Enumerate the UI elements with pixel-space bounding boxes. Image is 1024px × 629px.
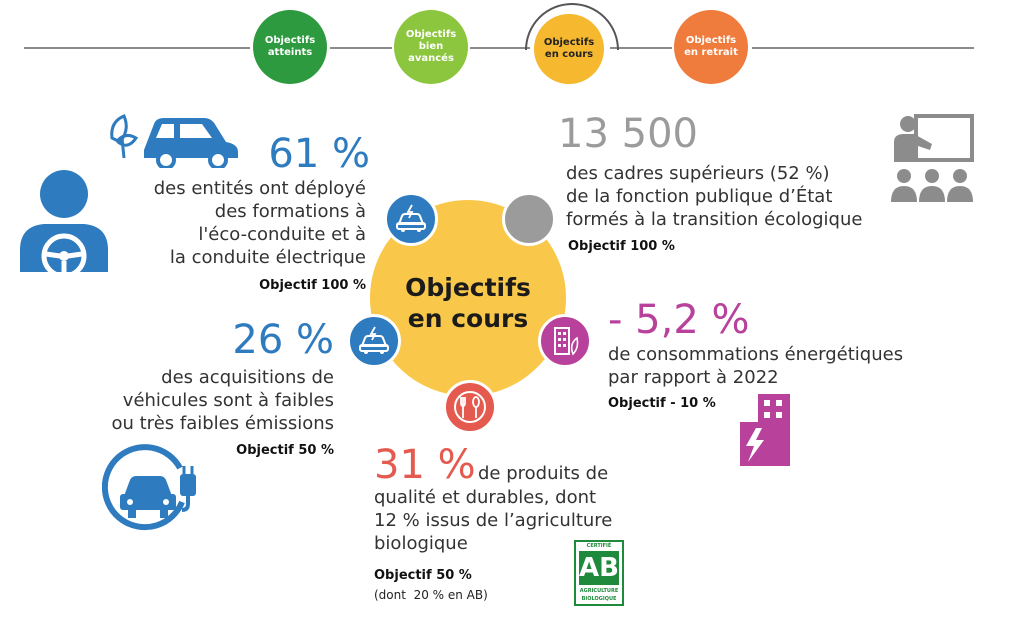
- stat-produits-goal-note: (dont 20 % en AB): [374, 588, 488, 602]
- stat-vehicules-text: des acquisitions de véhicules sont à faibles ou très faibles émissions: [111, 367, 334, 434]
- bubble-vehicules: [347, 314, 401, 368]
- legend-line-mid1: [330, 47, 392, 49]
- legend-line-right: [752, 47, 974, 49]
- stat-vehicules-value: 26 %: [232, 317, 334, 363]
- bubble-energie: [538, 314, 592, 368]
- legend-line-left: [24, 47, 250, 49]
- ab-logo-bottom2: BIOLOGIQUE: [581, 596, 617, 602]
- stat-eco-conduite-value: 61 %: [268, 131, 370, 177]
- legend-atteints-label: Objectifs atteints: [264, 35, 316, 58]
- stat-cadres-value: 13 500: [558, 111, 698, 157]
- ab-logo: [574, 540, 624, 606]
- stat-eco-conduite-goal: Objectif 100 %: [259, 278, 366, 293]
- stat-eco-conduite-text: des entités ont déployé des formations à l'éco-conduite et à la conduite électrique: [153, 178, 366, 268]
- driver-icon: [16, 166, 112, 272]
- building-energy-icon: [738, 392, 794, 468]
- stat-vehicules-goal: Objectif 50 %: [236, 443, 334, 458]
- electric-car-icon: [393, 204, 429, 234]
- teacher-icon: [888, 112, 976, 206]
- stat-cadres-goal: Objectif 100 %: [568, 239, 675, 254]
- ab-logo-letters: AB: [579, 553, 619, 583]
- bubble-cadres: [502, 192, 556, 246]
- plate-icon: [452, 389, 488, 425]
- legend-en-cours-label: Objectifs en cours: [543, 37, 595, 60]
- stat-energie-value: - 5,2 %: [608, 297, 750, 343]
- bubble-ev-training: [384, 192, 438, 246]
- ev-charger-icon: [102, 444, 206, 534]
- stat-cadres-text: des cadres supérieurs (52 %) de la fonction publique d’État formés à la transition écologique: [566, 163, 863, 230]
- stat-produits-text-first: de produits de: [478, 463, 609, 484]
- electric-car-icon-2: [356, 326, 392, 356]
- ab-logo-bottom1: AGRICULTURE: [579, 588, 619, 594]
- stat-produits-goal: Objectif 50 %: [374, 568, 472, 583]
- stat-produits-text: qualité et durables, dont 12 % issus de l’agriculture biologique: [374, 487, 613, 554]
- stat-energie-goal: Objectif - 10 %: [608, 396, 716, 411]
- legend-en-cours: [534, 14, 604, 84]
- legend-en-retrait-label: Objectifs en retrait: [684, 35, 738, 58]
- legend-atteints: [253, 10, 327, 84]
- ab-logo-top: CERTIFIÉ: [586, 543, 612, 549]
- legend-bien-avances-label: Objectifs bien avancés: [405, 29, 457, 64]
- green-building-icon: [549, 324, 581, 358]
- stat-produits-value: 31 %: [374, 442, 476, 488]
- legend-bien-avances: [394, 10, 468, 84]
- center-label: Objectifs en cours: [405, 273, 531, 333]
- legend-en-retrait: [674, 10, 748, 84]
- stat-energie-text: de consommations énergétiques par rapport à 2022: [608, 344, 904, 388]
- bubble-produits: [443, 380, 497, 434]
- legend-line-mid2: [470, 47, 530, 49]
